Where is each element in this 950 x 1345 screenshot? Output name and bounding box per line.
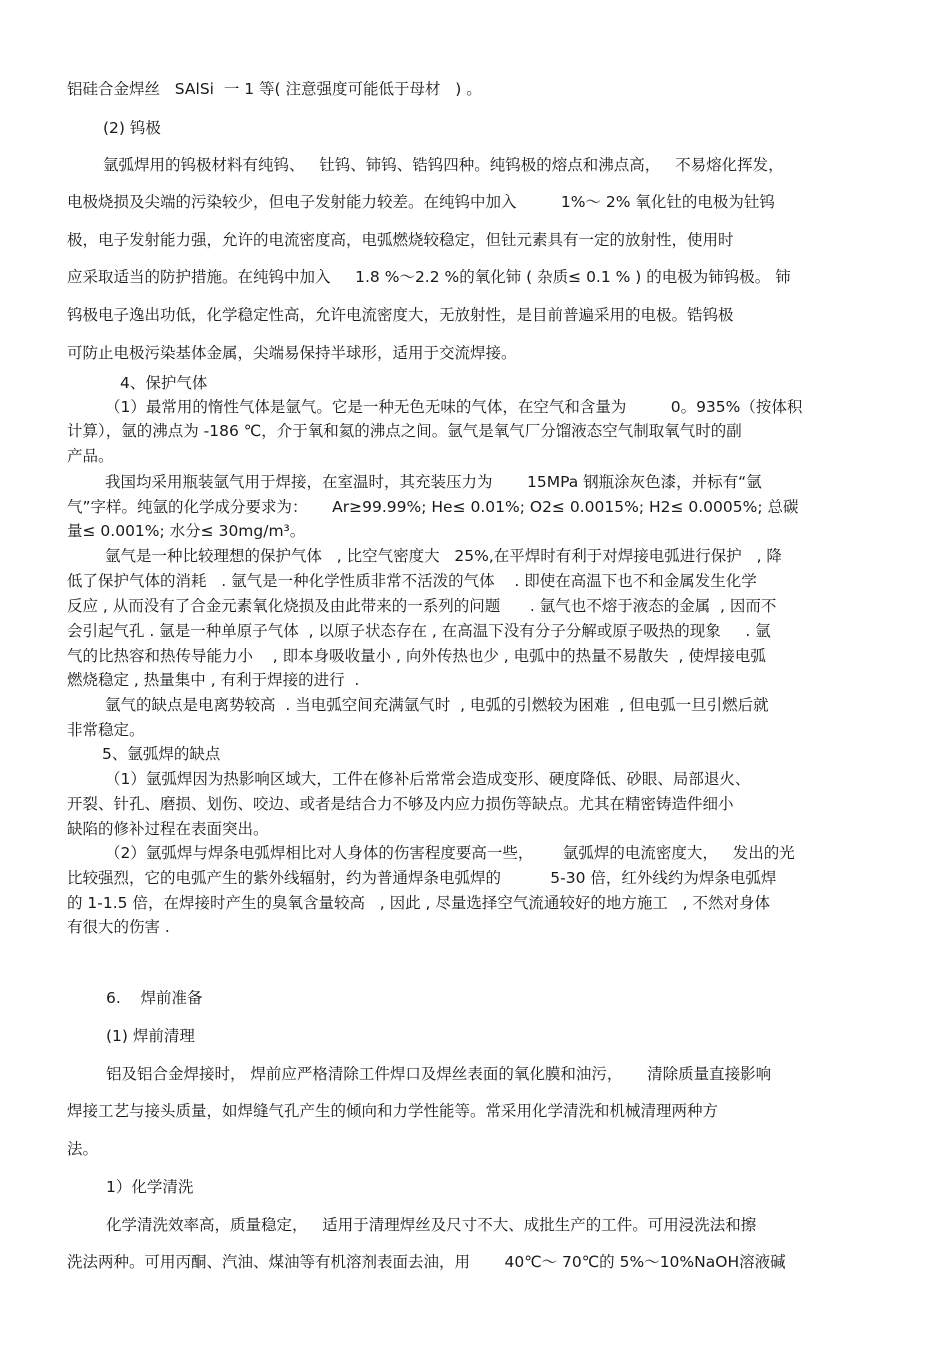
text-line: 钨极电子逸出功低，化学稳定性高，允许电流密度大，无放射性，是目前普遍采用的电极。锆钨极 [67,306,734,324]
text-line: 气的比热容和热传导能力小 , 即本身吸收量小 , 向外传热也少 , 电弧中的热量不易散失 , 使焊接电弧 [67,647,766,665]
text-line: 计算），氩的沸点为 -186 ℃，介于氧和氦的沸点之间。氩气是氧气厂分馏液态空气制取氧气时的副 [67,422,742,440]
text-line: 开裂、针孔、磨损、划伤、咬边、或者是结合力不够及内应力损伤等缺点。尤其在精密铸造件细小 [67,795,734,813]
text-line: 有很大的伤害 . [67,918,170,936]
text-line: 气”字样。纯氩的化学成分要求为： Ar≥99.99%; He≤ 0.01%; O2≤ 0.0015%; H2≤ 0.0005%; 总碳 [67,498,799,516]
text-line: 低了保护气体的消耗 . 氩气是一种化学性质非常不活泼的气体 . 即使在高温下也不和金属发生化学 [67,572,757,590]
text-line: 可防止电极污染基体金属，尖端易保持半球形，适用于交流焊接。 [67,344,517,362]
text-line: 产品。 [67,447,114,465]
text-line: （2）氩弧焊与焊条电弧焊相比对人身体的伤害程度要高一些， 氩弧焊的电流密度大， 发出的光 [105,844,795,862]
text-line: 法。 [67,1140,99,1158]
text-line: 的 1-1.5 倍，在焊接时产生的臭氧含量较高 , 因此 , 尽量选择空气流通较好的地方施工 , 不然对身体 [67,894,771,912]
text-line: 缺陷的修补过程在表面突出。 [67,820,269,838]
section-heading: 1）化学清洗 [106,1178,194,1196]
text-line: （1）氩弧焊因为热影响区域大，工件在修补后常常会造成变形、硬度降低、砂眼、局部退火、 [105,770,751,788]
text-line: 化学清洗效率高，质量稳定， 适用于清理焊丝及尺寸不大、成批生产的工件。可用浸洗法和擦 [106,1216,757,1234]
text-line: 非常稳定。 [67,721,145,739]
section-heading: 6. 焊前准备 [106,989,203,1007]
text-line: 会引起气孔 . 氩是一种单原子气体 , 以原子状态存在 , 在高温下没有分子分解或原子吸热的现象 . 氩 [67,622,771,640]
section-heading: 4、保护气体 [120,374,208,392]
text-line: （1）最常用的惰性气体是氩气。它是一种无色无味的气体，在空气和含量为 0。935%（按体积 [105,398,803,416]
text-line: 铝及铝合金焊接时， 焊前应严格清除工件焊口及焊丝表面的氧化膜和油污， 清除质量直接影响 [106,1065,772,1083]
section-heading: 5、氩弧焊的缺点 [102,745,221,763]
text-line: 氩气是一种比较理想的保护气体 , 比空气密度大 25%,在平焊时有利于对焊接电弧进行保护 , 降 [105,547,782,565]
text-line: 我国均采用瓶装氩气用于焊接，在室温时，其充装压力为 15MPa 钢瓶涂灰色漆，并标有“氩 [105,473,762,491]
text-line: 铝硅合金焊丝 SAlSi 一 1 等( 注意强度可能低于母材 ) 。 [67,80,482,98]
text-line: 极，电子发射能力强，允许的电流密度高，电弧燃烧较稳定，但钍元素具有一定的放射性，使用时 [67,231,734,249]
text-line: 燃烧稳定 , 热量集中 , 有利于焊接的进行 . [67,671,360,689]
text-line: 焊接工艺与接头质量，如焊缝气孔产生的倾向和力学性能等。常采用化学清洗和机械清理两种方 [67,1102,719,1120]
text-line: 量≤ 0.001%; 水分≤ 30mg/m³。 [67,522,306,540]
text-line: 氩气的缺点是电离势较高 . 当电弧空间充满氩气时 , 电弧的引燃较为困难 , 但电弧一旦引燃后就 [105,696,769,714]
text-line: 应采取适当的防护措施。在纯钨中加入 1.8 %～2.2 %的氧化铈 ( 杂质≤ 0.1 % ) 的电极为铈钨极。 铈 [67,268,791,286]
section-heading: (2) 钨极 [103,119,161,137]
section-heading: (1) 焊前清理 [106,1027,195,1045]
text-line: 氩弧焊用的钨极材料有纯钨、 钍钨、铈钨、锆钨四种。纯钨极的熔点和沸点高， 不易熔化挥发， [103,156,784,174]
text-line: 比较强烈，它的电弧产生的紫外线辐射，约为普通焊条电弧焊的 5-30 倍，红外线约为焊条电弧焊 [67,869,777,887]
text-line: 洗法两种。可用丙酮、汽油、煤油等有机溶剂表面去油，用 40℃～ 70℃的 5%～10%NaOH溶液碱 [67,1253,786,1271]
text-line: 反应 , 从而没有了合金元素氧化烧损及由此带来的一系列的问题 . 氩气也不熔于液态的金属 , 因而不 [67,597,777,615]
text-line: 电极烧损及尖端的污染较少，但电子发射能力较差。在纯钨中加入 1%～ 2% 氧化钍的电极为钍钨 [67,193,775,211]
